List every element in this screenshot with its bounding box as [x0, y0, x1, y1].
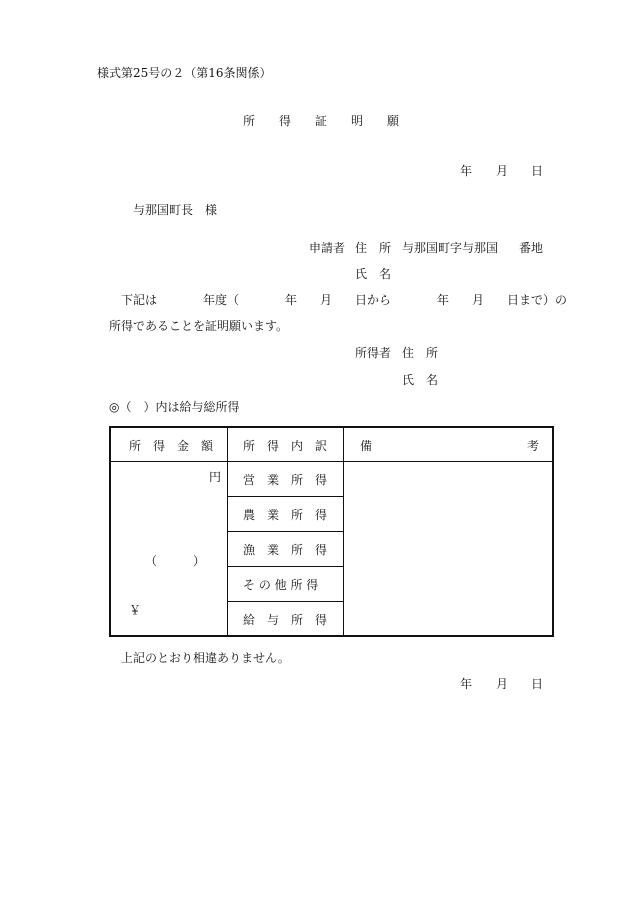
request-to-month: 月: [472, 293, 485, 307]
addressee: 与那国町長 様: [133, 203, 218, 217]
date-month: 月: [496, 164, 509, 178]
header-remarks-left: 備: [360, 439, 373, 453]
request-intro: 下記は: [121, 293, 158, 307]
applicant-address-value: 与那国町字与那国: [402, 241, 499, 255]
request-from-month: 月: [320, 293, 333, 307]
table-col-divider-2: [343, 428, 344, 635]
breakdown-other-income: そ の 他 所 得: [243, 578, 319, 592]
applicant-banchi: 番地: [519, 241, 544, 255]
request-nendo: 年度（: [203, 293, 240, 307]
applicant-address-label: 住 所: [355, 241, 392, 255]
date-year: 年: [460, 164, 473, 178]
page-title: 所 得 証 明 願: [243, 114, 400, 128]
salary-total-parentheses: （ ）: [145, 554, 206, 568]
income-table: [109, 426, 554, 637]
income-earner-address-label: 住 所: [402, 346, 439, 360]
closing-date-month: 月: [496, 677, 509, 691]
breakdown-row-divider: [227, 566, 343, 567]
income-earner-label: 所得者: [355, 346, 392, 360]
breakdown-business-income: 営 業 所 得: [243, 473, 328, 487]
breakdown-fishery-income: 漁 業 所 得: [243, 543, 328, 557]
form-number: 様式第25号の２（第16条関係）: [97, 66, 272, 80]
applicant-label: 申請者: [309, 241, 346, 255]
breakdown-agricultural-income: 農 業 所 得: [243, 508, 328, 522]
applicant-name-label: 氏 名: [355, 267, 392, 281]
request-from-day: 日から: [355, 293, 392, 307]
request-to-day: 日まで）の: [507, 293, 568, 307]
table-note: ◎（ ）内は給与総所得: [109, 400, 240, 414]
header-remarks-right: 考: [527, 439, 540, 453]
breakdown-salary-income: 給 与 所 得: [243, 613, 328, 627]
request-second-line: 所得であることを証明願います。: [109, 319, 289, 333]
closing-date-day: 日: [531, 677, 544, 691]
amount-yen-unit: 円: [209, 470, 222, 484]
header-income-amount: 所 得 金 額: [129, 439, 214, 453]
amount-yen-symbol: ￥: [129, 603, 142, 617]
header-income-breakdown: 所 得 内 訳: [243, 439, 328, 453]
request-to-year: 年: [437, 293, 450, 307]
date-day: 日: [531, 164, 544, 178]
closing-date-year: 年: [460, 677, 473, 691]
closing-statement: 上記のとおり相違ありません。: [121, 651, 290, 665]
table-header-divider: [111, 461, 552, 462]
breakdown-row-divider: [227, 496, 343, 497]
breakdown-row-divider: [227, 601, 343, 602]
request-from-year: 年: [285, 293, 298, 307]
breakdown-row-divider: [227, 531, 343, 532]
income-earner-name-label: 氏 名: [402, 373, 439, 387]
